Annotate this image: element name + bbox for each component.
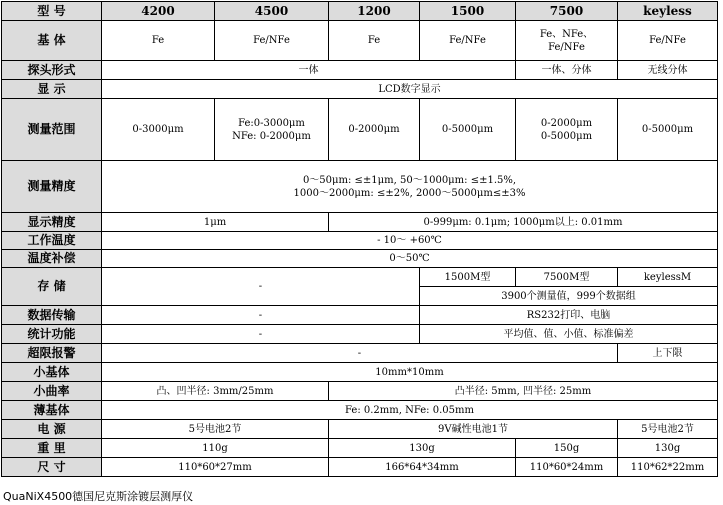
header-model-keyless: keyless <box>618 2 718 21</box>
storage-1500m: 1500M型 <box>420 268 516 287</box>
storage-detail: 3900个测量值，999个数据组 <box>420 287 718 306</box>
header-model-4500: 4500 <box>215 2 329 21</box>
probe-row <box>2 61 718 80</box>
weight-v4: 130g <box>618 439 718 458</box>
min-substrate-label: 小基体 <box>2 363 102 382</box>
header-model-1500: 1500 <box>420 2 516 21</box>
min-curvature-row <box>2 382 718 401</box>
accuracy-line2: 1000～2000μm: ≤±2%, 2000～5000μm≤±3% <box>293 187 526 199</box>
probe-integrated: 一体 <box>102 61 516 80</box>
range-1200: 0-2000μm <box>329 99 420 161</box>
display-row <box>2 80 718 99</box>
header-model-7500: 7500 <box>516 2 618 21</box>
display-value: LCD数字显示 <box>102 80 718 99</box>
substrate-1500: Fe/NFe <box>420 21 516 61</box>
accuracy-row <box>2 161 718 213</box>
thin-substrate-value: Fe: 0.2mm, NFe: 0.05mm <box>102 401 718 420</box>
storage-dash: - <box>102 268 420 306</box>
weight-v1: 110g <box>102 439 329 458</box>
power-middle: 9V碱性电池1节 <box>329 420 618 439</box>
storage-row-models <box>2 268 718 287</box>
substrate-row <box>2 21 718 61</box>
image-caption: QuaNiX4500德国尼克斯涂镀层测厚仪 <box>3 490 194 503</box>
statistics-value: 平均值、值、小值、标准偏差 <box>420 325 718 344</box>
accuracy-value <box>102 161 718 213</box>
weight-v3: 150g <box>516 439 618 458</box>
substrate-4200: Fe <box>102 21 215 61</box>
range-4500-fe: Fe:0-3000μm <box>238 117 305 129</box>
min-substrate-row <box>2 363 718 382</box>
substrate-keyless: Fe/NFe <box>618 21 718 61</box>
working-temp-value: - 10～ +60℃ <box>102 232 718 250</box>
range-4200: 0-3000μm <box>102 99 215 161</box>
substrate-4500: Fe/NFe <box>215 21 329 61</box>
working-temp-row <box>2 232 718 250</box>
temp-comp-value: 0～50℃ <box>102 250 718 268</box>
header-model-1200: 1200 <box>329 2 420 21</box>
storage-7500m: 7500M型 <box>516 268 618 287</box>
range-7500-line1: 0-2000μm <box>540 117 593 129</box>
size-v1: 110*60*27mm <box>102 458 329 477</box>
size-v2: 166*64*34mm <box>329 458 516 477</box>
weight-row <box>2 439 718 458</box>
min-curvature-left: 凸、凹半径: 3mm/25mm <box>102 382 329 401</box>
range-1500: 0-5000μm <box>420 99 516 161</box>
limit-alarm-label: 超限报警 <box>2 344 102 363</box>
size-row <box>2 458 718 477</box>
probe-integrated-split: 一体、分体 <box>516 61 618 80</box>
power-row <box>2 420 718 439</box>
spec-table <box>1 1 718 477</box>
accuracy-label: 测量精度 <box>2 161 102 213</box>
temp-comp-row <box>2 250 718 268</box>
transfer-value: RS232打印、电脑 <box>420 306 718 325</box>
range-4500-nfe: NFe: 0-2000μm <box>232 130 311 142</box>
thin-substrate-row <box>2 401 718 420</box>
statistics-label: 统计功能 <box>2 325 102 344</box>
thin-substrate-label: 薄基体 <box>2 401 102 420</box>
min-curvature-label: 小曲率 <box>2 382 102 401</box>
working-temp-label: 工作温度 <box>2 232 102 250</box>
transfer-row <box>2 306 718 325</box>
power-right: 5号电池2节 <box>618 420 718 439</box>
substrate-7500 <box>516 21 618 61</box>
display-label: 显 示 <box>2 80 102 99</box>
transfer-dash: - <box>102 306 420 325</box>
size-v4: 110*62*22mm <box>618 458 718 477</box>
range-row <box>2 99 718 161</box>
resolution-left: 1μm <box>102 213 329 232</box>
min-curvature-right: 凸半径: 5mm, 凹半径: 25mm <box>329 382 718 401</box>
range-4500 <box>215 99 329 161</box>
storage-label: 存 储 <box>2 268 102 306</box>
resolution-label: 显示精度 <box>2 213 102 232</box>
limit-alarm-dash: - <box>102 344 618 363</box>
substrate-label: 基 体 <box>2 21 102 61</box>
statistics-row <box>2 325 718 344</box>
range-7500 <box>516 99 618 161</box>
transfer-label: 数据传输 <box>2 306 102 325</box>
power-label: 电 源 <box>2 420 102 439</box>
substrate-1200: Fe <box>329 21 420 61</box>
substrate-7500-line1: Fe、NFe、 <box>539 28 594 40</box>
header-model-4200: 4200 <box>102 2 215 21</box>
accuracy-line1: 0～50μm: ≤±1μm, 50～1000μm: ≤±1.5%, <box>302 174 517 186</box>
weight-label: 重 里 <box>2 439 102 458</box>
resolution-row <box>2 213 718 232</box>
power-left: 5号电池2节 <box>102 420 329 439</box>
probe-wireless-split: 无线分体 <box>618 61 718 80</box>
probe-label: 探头形式 <box>2 61 102 80</box>
limit-alarm-value: 上下限 <box>618 344 718 363</box>
substrate-7500-line2: Fe/NFe <box>548 41 585 53</box>
storage-keylessm: keylessM <box>618 268 718 287</box>
header-row <box>2 2 718 21</box>
range-7500-line2: 0-5000μm <box>540 130 593 142</box>
range-label: 测量范围 <box>2 99 102 161</box>
size-label: 尺 寸 <box>2 458 102 477</box>
limit-alarm-row <box>2 344 718 363</box>
header-model-label: 型 号 <box>2 2 102 21</box>
weight-v2: 130g <box>329 439 516 458</box>
temp-comp-label: 温度补偿 <box>2 250 102 268</box>
statistics-dash: - <box>102 325 420 344</box>
range-keyless: 0-5000μm <box>618 99 718 161</box>
min-substrate-value: 10mm*10mm <box>102 363 718 382</box>
size-v3: 110*60*24mm <box>516 458 618 477</box>
resolution-right: 0-999μm: 0.1μm; 1000μm以上: 0.01mm <box>329 213 718 232</box>
